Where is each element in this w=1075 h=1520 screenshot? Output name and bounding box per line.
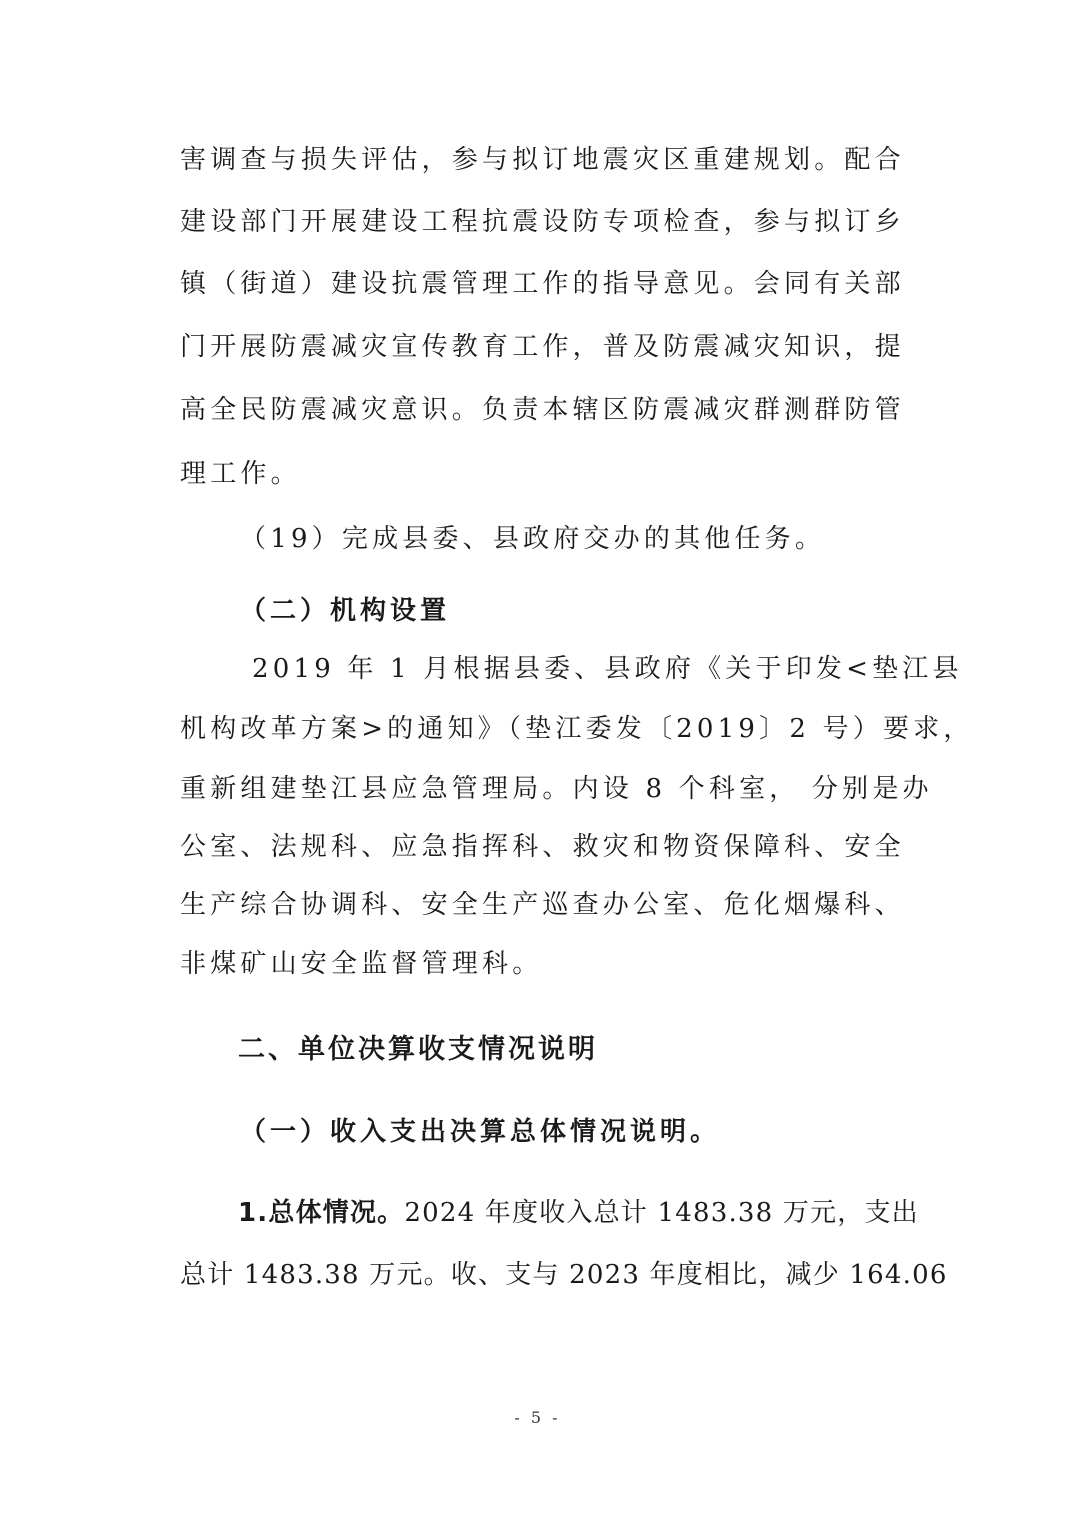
paragraph-line: 公室、法规科、应急指挥科、救灾和物资保障科、安全 [180, 832, 905, 862]
section-heading-2: 二、单位决算收支情况说明 [238, 1034, 598, 1065]
paragraph-line: 门开展防震减灾宣传教育工作，普及防震减灾知识，提 [180, 332, 905, 362]
overall-line1: 2024 年度收入总计 1483.38 万元，支出 [404, 1198, 919, 1228]
paragraph-line: 生产综合协调科、安全生产巡查办公室、危化烟爆科、 [180, 890, 905, 920]
paragraph-line: 重新组建垫江县应急管理局。内设 8 个科室， 分别是办 [180, 774, 933, 804]
paragraph-line: 理工作。 [180, 459, 301, 489]
paragraph-line: 害调查与损失评估，参与拟订地震灾区重建规划。配合 [180, 145, 905, 175]
paragraph-line: 机构改革方案>的通知》（垫江委发〔2019〕2 号）要求， [180, 714, 974, 744]
paragraph-line: 镇（街道）建设抗震管理工作的指导意见。会同有关部 [180, 269, 905, 299]
section-title-organization: （二）机构设置 [240, 596, 451, 626]
paragraph-line-overall [238, 1196, 958, 1230]
overall-lead: 1.总体情况。 [238, 1198, 405, 1228]
subsection-heading: （一）收入支出决算总体情况说明。 [240, 1117, 721, 1147]
paragraph-line: 非煤矿山安全监督管理科。 [180, 949, 543, 979]
paragraph-line: 总计 1483.38 万元。收、支与 2023 年度相比，减少 164.06 [180, 1260, 948, 1290]
page-number: - 5 - [514, 1408, 561, 1427]
paragraph-line: 2019 年 1 月根据县委、县政府《关于印发<垫江县 [252, 654, 963, 684]
paragraph-line: 高全民防震减灾意识。负责本辖区防震减灾群测群防管 [180, 395, 905, 425]
list-item-19: （19）完成县委、县政府交办的其他任务。 [240, 524, 826, 554]
paragraph-line: 建设部门开展建设工程抗震设防专项检查，参与拟订乡 [180, 207, 905, 237]
